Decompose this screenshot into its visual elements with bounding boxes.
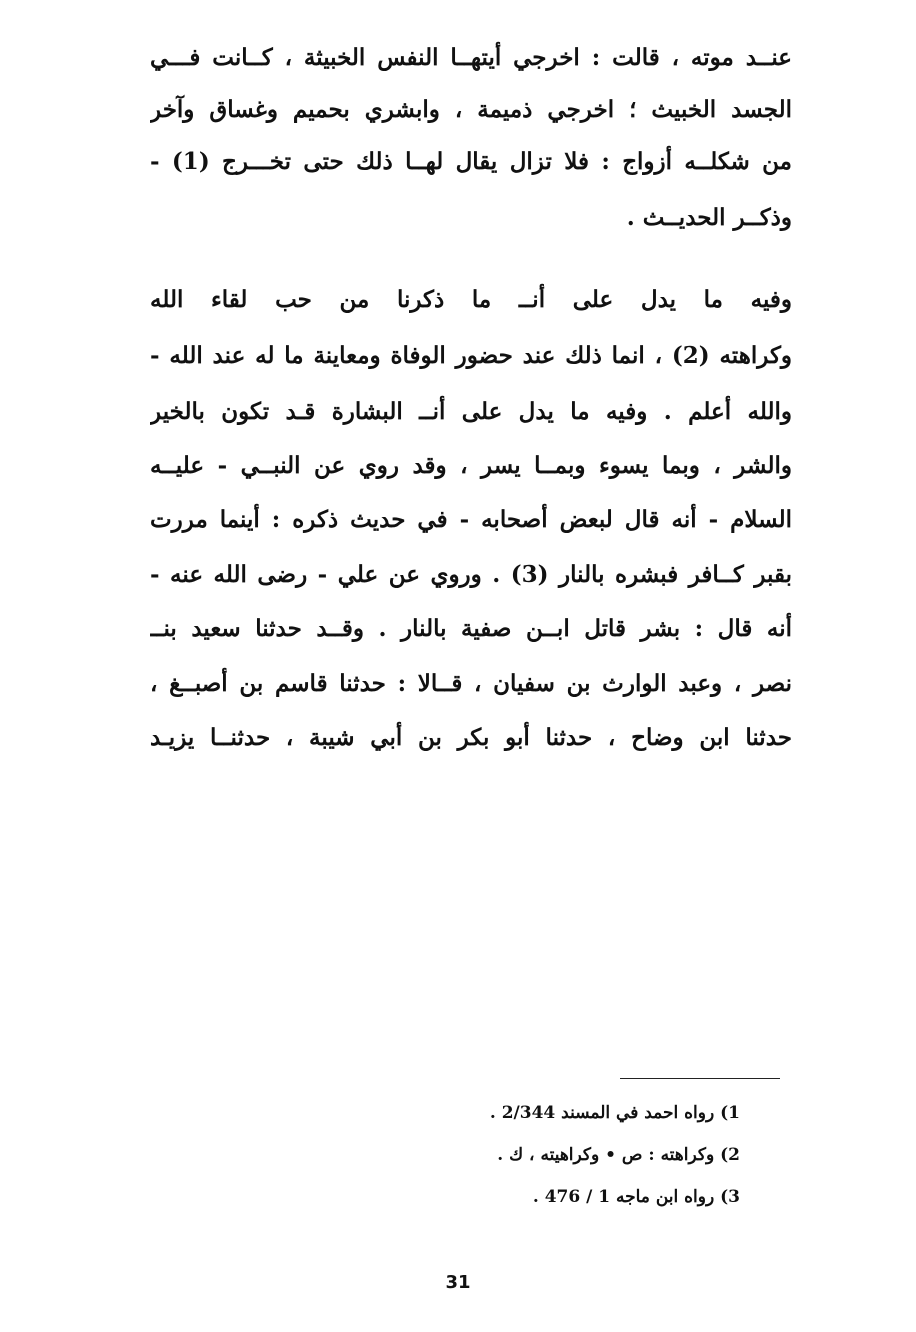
body-line-4: وذكــر الحديــث . bbox=[626, 204, 792, 231]
body-line-7: والله أعلم . وفيه ما يدل على أنــ البشارة قـد تكون بالخير bbox=[150, 398, 792, 425]
page-number: 31 bbox=[445, 1272, 471, 1293]
footnote-1: 1) رواه احمد في المسند 2/344 . bbox=[489, 1103, 740, 1123]
body-line-10: بقبر كــافر فبشره بالنار (3) . وروي عن علي - رضى الله عنه - bbox=[150, 561, 792, 588]
footnote-2: 2) وكراهته : ص • وكراهيته ، ك . bbox=[497, 1145, 740, 1165]
body-line-6: وكراهته (2) ، انما ذلك عند حضور الوفاة ومعاينة ما له عند الله - bbox=[150, 342, 792, 369]
body-line-3: من شكلــه أزواج : فلا تزال يقال لهــا ذلك حتى تخـــرج (1) - bbox=[150, 148, 792, 175]
body-line-2: الجسد الخبيث ؛ اخرجي ذميمة ، وابشري بحميم وغساق وآخر bbox=[150, 96, 792, 123]
body-line-8: والشر ، وبما يسوء وبمــا يسر ، وقد روي عن النبــي - عليــه bbox=[150, 452, 792, 479]
body-line-9: السلام - أنه قال لبعض أصحابه - في حديث ذكره : أينما مررت bbox=[150, 506, 792, 533]
footnote-divider bbox=[620, 1078, 780, 1079]
body-line-5: وفيه ما يدل على أنــ ما ذكرنا من حب لقاء الله bbox=[150, 286, 792, 313]
body-line-13: حدثنا ابن وضاح ، حدثنا أبو بكر بن أبي شيبة ، حدثنــا يزيـد bbox=[150, 724, 792, 751]
body-line-12: نصر ، وعبد الوارث بن سفيان ، قــالا : حدثنا قاسم بن أصبــغ ، bbox=[150, 670, 792, 697]
body-line-11: أنه قال : بشر قاتل ابــن صفية بالنار . وقــد حدثنا سعيد بنــ bbox=[150, 615, 792, 642]
footnote-3: 3) رواه ابن ماجه 1 / 476 . bbox=[532, 1187, 740, 1207]
body-line-1: عنــد موته ، قالت : اخرجي أيتهــا النفس الخبيثة ، كــانت فـــي bbox=[150, 44, 792, 71]
